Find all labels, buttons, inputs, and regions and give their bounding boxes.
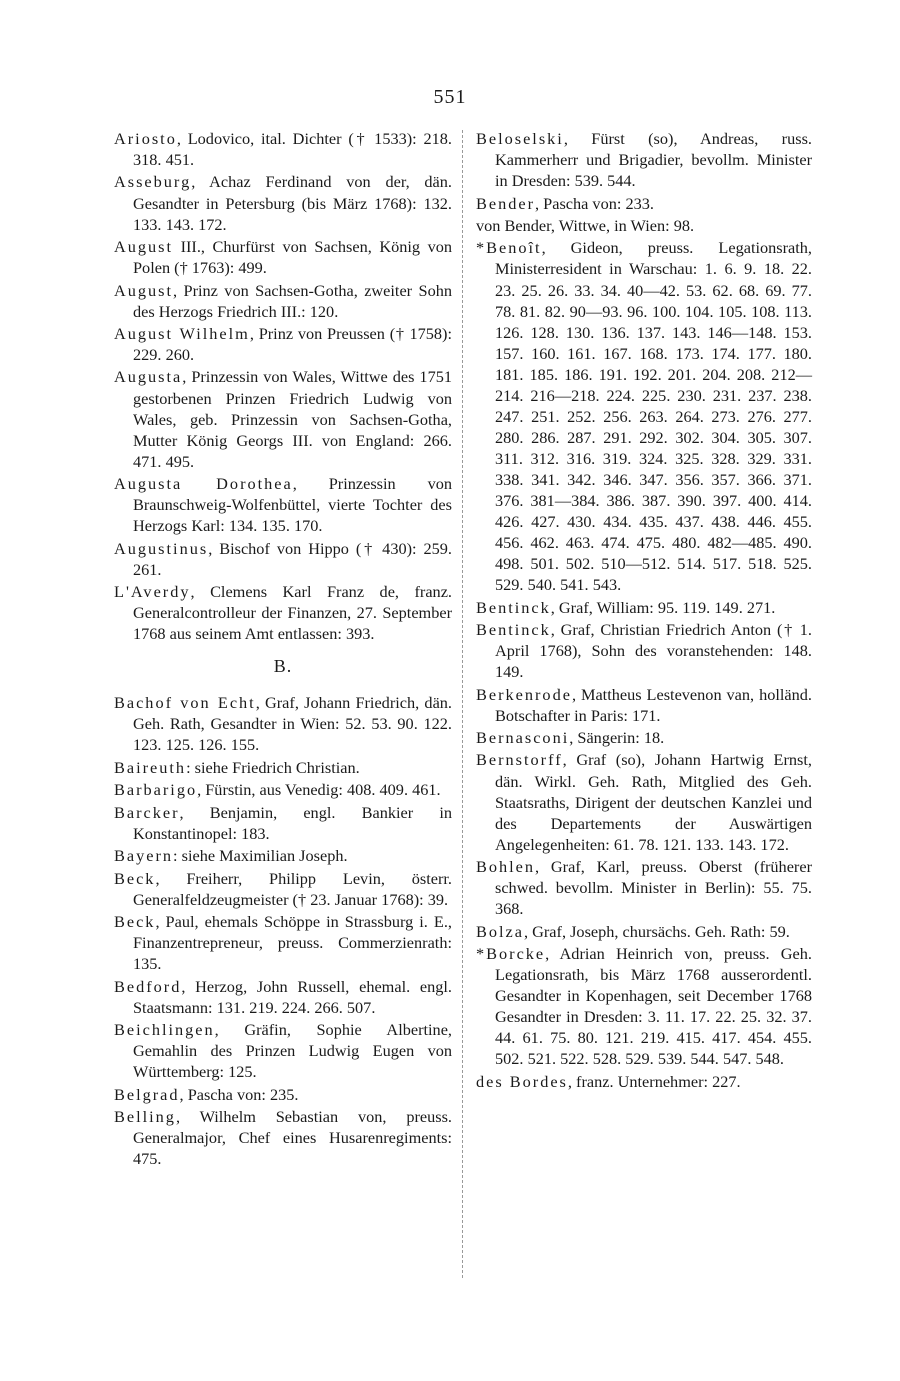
- entry-text: III., Churfürst von Sachsen, König von Polen († 1763): 499.: [133, 237, 452, 278]
- right-column: [476, 128, 812, 1093]
- index-entry: [114, 323, 452, 365]
- entry-text: , Clemens Karl Franz de, franz. Generalcontrolleur der Finanzen, 27. September 1768 aus seinem Amt entlassen: 393.: [133, 582, 452, 644]
- page-number: 551: [433, 86, 467, 108]
- index-entry: [114, 757, 452, 778]
- entry-name: Bolza: [476, 921, 524, 941]
- index-entry: [114, 366, 452, 471]
- left-column: [114, 128, 452, 1171]
- entry-name: Barbarigo: [114, 780, 198, 800]
- entry-name: Bayern: [114, 846, 174, 866]
- entry-name: August: [114, 237, 174, 257]
- entry-name: Beichlingen: [114, 1020, 215, 1040]
- index-entry: [476, 237, 812, 595]
- entry-name: Barcker: [114, 802, 180, 822]
- entry-text: , Freiherr, Philipp Levin, österr. Generalfeldzeugmeister († 23. Januar 1768): 39.: [133, 868, 452, 909]
- entry-text: , Pascha von: 233.: [535, 193, 654, 213]
- entry-text: , Graf, Joseph, chursächs. Geh. Rath: 59.: [523, 921, 790, 941]
- entry-text: , Bischof von Hippo († 430): 259. 261.: [133, 538, 452, 579]
- entry-name: Beck: [114, 868, 156, 888]
- entry-text: , Herzog, John Russell, ehemal. engl. Staatsmann: 131. 219. 224. 266. 507.: [133, 976, 452, 1017]
- index-entry: [476, 727, 812, 748]
- entry-name: Ariosto: [114, 129, 177, 148]
- entry-text: , Fürst (so), Andreas, russ. Kammerherr und Brigadier, bevollm. Minister in Dresden: 539. 544.: [495, 129, 812, 191]
- index-entry: [114, 802, 452, 844]
- entry-name: Bender: [476, 193, 536, 213]
- entry-name: *Benoît: [476, 238, 542, 258]
- index-entry: [114, 581, 452, 644]
- entry-text: , Prinz von Sachsen-Gotha, zweiter Sohn des Herzogs Friedrich III.: 120.: [133, 280, 452, 321]
- entry-text: : siehe Maximilian Joseph.: [173, 846, 348, 866]
- index-entry: [114, 171, 452, 234]
- index-entry: [114, 1106, 452, 1169]
- index-entry: [476, 1071, 812, 1092]
- index-entry: [476, 128, 812, 191]
- index-entry: [476, 193, 812, 214]
- entry-name: Augustinus: [114, 538, 209, 558]
- entries-b-continued: [476, 128, 812, 1092]
- index-entry: [476, 215, 812, 236]
- index-entry: [114, 868, 452, 910]
- entry-text: , Graf, Johann Friedrich, dän. Geh. Rath, Gesandter in Wien: 52. 53. 90. 122. 123. 125. 126. 155.: [133, 693, 453, 755]
- index-entry: [114, 473, 452, 536]
- index-entry: [476, 856, 812, 919]
- entry-name: L'Averdy: [114, 582, 191, 602]
- entry-name: Belgrad: [114, 1084, 180, 1104]
- entry-text: , Gräfin, Sophie Albertine, Gemahlin des Prinzen Ludwig Eugen von Württemberg: 125.: [133, 1020, 452, 1082]
- entry-text: , Pascha von: 235.: [179, 1084, 299, 1104]
- entries-a: [114, 128, 452, 644]
- entry-text: , Mattheus Lestevenon van, holländ. Botschafter in Paris: 171.: [495, 684, 812, 725]
- entry-text: , Lodovico, ital. Dichter († 1533): 218. 318. 451.: [133, 129, 452, 170]
- entry-text: , Benjamin, engl. Bankier in Konstantinopel: 183.: [133, 802, 452, 843]
- entry-text: , Wilhelm Sebastian von, preuss. Generalmajor, Chef eines Husarenregiments: 475.: [133, 1107, 452, 1169]
- entry-text: , Graf (so), Johann Hartwig Ernst, dän. Wirkl. Geh. Rath, Mitglied des Geh. Staatsraths, Dirigent der deutschen Kanzlei und des Departements der Auswärtigen Angelegenheiten: 61. 78. 121. 133. 143. 172.: [495, 750, 812, 854]
- entry-name: Beck: [114, 912, 156, 932]
- entry-name: Bernstorff: [476, 750, 563, 770]
- index-entry: [114, 1084, 452, 1105]
- index-entry: [114, 538, 452, 580]
- column-divider: [462, 130, 463, 1278]
- index-entry: [114, 779, 452, 800]
- entry-name: Berkenrode: [476, 684, 572, 704]
- entry-text: : siehe Friedrich Christian.: [186, 757, 360, 777]
- index-entry: [114, 845, 452, 866]
- index-entry: [476, 684, 812, 726]
- entry-text: , Prinzessin von Braunschweig-Wolfenbüttel, vierte Tochter des Herzogs Karl: 134. 135. 170.: [133, 474, 453, 536]
- entry-text: , franz. Unternehmer: 227.: [567, 1071, 741, 1091]
- section-letter-b: B.: [273, 656, 293, 677]
- entry-name: Bedford: [114, 976, 182, 996]
- entry-text: , Prinzessin von Wales, Wittwe des 1751 gestorbenen Prinzen Friedrich Ludwig von Wales, geb. Prinzessin von Sachsen-Gotha, Mutter König Georgs III. von England: 266. 471. 495.: [133, 367, 452, 471]
- index-entry: [476, 619, 812, 682]
- index-entry: [476, 921, 812, 942]
- entry-name: Bentinck: [476, 597, 551, 617]
- entry-name: Augusta Dorothea: [114, 474, 293, 494]
- index-entry: [476, 597, 812, 618]
- entry-name: Bohlen: [476, 857, 536, 877]
- entry-text: , Sängerin: 18.: [569, 728, 665, 748]
- entry-name: Bachof von Echt: [114, 693, 256, 713]
- entry-name: August Wilhelm: [114, 323, 250, 343]
- index-entry: [114, 976, 452, 1018]
- entry-name: Augusta: [114, 367, 183, 387]
- entry-name: Asseburg: [114, 172, 192, 192]
- entry-text: , Achaz Ferdinand von der, dän. Gesandter in Petersburg (bis März 1768): 132. 133. 143. 172.: [133, 172, 452, 234]
- index-entry: [114, 236, 452, 278]
- index-entry: [114, 911, 452, 974]
- entry-text: , Prinz von Preussen († 1758): 229. 260.: [133, 323, 452, 365]
- entry-name: August: [114, 280, 174, 300]
- entry-name: Bernasconi: [476, 728, 570, 748]
- index-entry: [114, 1019, 452, 1082]
- entry-name: Beloselski: [476, 129, 564, 148]
- entry-text: , Gideon, preuss. Legationsrath, Ministerresident in Warschau: 1. 6. 9. 18. 22. 23. 25. 26. 33. 34. 40—42. 53. 62. 68. 69. 77. 78. 81. 82. 90—93. 96. 100. 104. 105. 108. 113. 126. 128. 130. 136. 137. 143. 146—148. 153. 157. 160. 161. 167. 168. 173. 174. 177. 180. 181. 185. 186. 191. 192. 201. 204. 208. 212—214. 216—218. 224. 225. 230. 231. 237. 238. 247. 251. 252. 256. 263. 264. 273. 276. 277. 280. 286. 287. 291. 292. 302. 304. 305. 307. 311. 312. 316. 319. 324. 325. 328. 329. 331. 338. 341. 342. 346. 347. 356. 357. 366. 371. 376. 381—384. 386. 387. 390. 397. 400. 414. 426. 427. 430. 434. 435. 437. 438. 446. 455. 456. 462. 463. 474. 475. 480. 482—485. 490. 498. 501. 502. 510—512. 514. 517. 518. 525. 529. 540. 541. 543.: [495, 238, 812, 595]
- entry-text: , Adrian Heinrich von, preuss. Geh. Legationsrath, bis März 1768 ausserordentl. Gesandter in Kopenhagen, seit December 1768 Gesandter in Dresden: 3. 11. 17. 22. 25. 32. 37. 44. 61. 75. 80. 121. 219. 415. 417. 454. 455. 502. 521. 522. 528. 529. 539. 544. 547. 548.: [495, 944, 812, 1069]
- entry-text: von Bender, Wittwe, in Wien: 98.: [476, 215, 695, 235]
- entry-text: , Graf, Christian Friedrich Anton († 1. April 1768), Sohn des voranstehenden: 148. 149.: [495, 620, 812, 682]
- entry-text: , Graf, Karl, preuss. Oberst (früherer schwed. bevollm. Minister in Berlin): 55. 75. 368.: [495, 857, 812, 919]
- index-entry: [476, 749, 812, 854]
- entry-name: des Bordes: [476, 1071, 568, 1091]
- index-entry: [114, 128, 452, 170]
- entry-text: , Graf, William: 95. 119. 149. 271.: [550, 597, 776, 617]
- index-entry: [476, 943, 812, 1069]
- entry-name: Belling: [114, 1107, 176, 1127]
- entries-b: [114, 692, 452, 1169]
- entry-text: , Fürstin, aus Venedig: 408. 409. 461.: [197, 780, 441, 800]
- index-entry: [114, 692, 452, 755]
- entry-name: *Borcke: [476, 944, 546, 964]
- entry-name: Baireuth: [114, 757, 187, 777]
- entry-name: Bentinck: [476, 620, 551, 640]
- entry-text: , Paul, ehemals Schöppe in Strassburg i. E., Finanzentrepreneur, preuss. Commerzienrath: 135.: [133, 912, 452, 974]
- index-entry: [114, 280, 452, 322]
